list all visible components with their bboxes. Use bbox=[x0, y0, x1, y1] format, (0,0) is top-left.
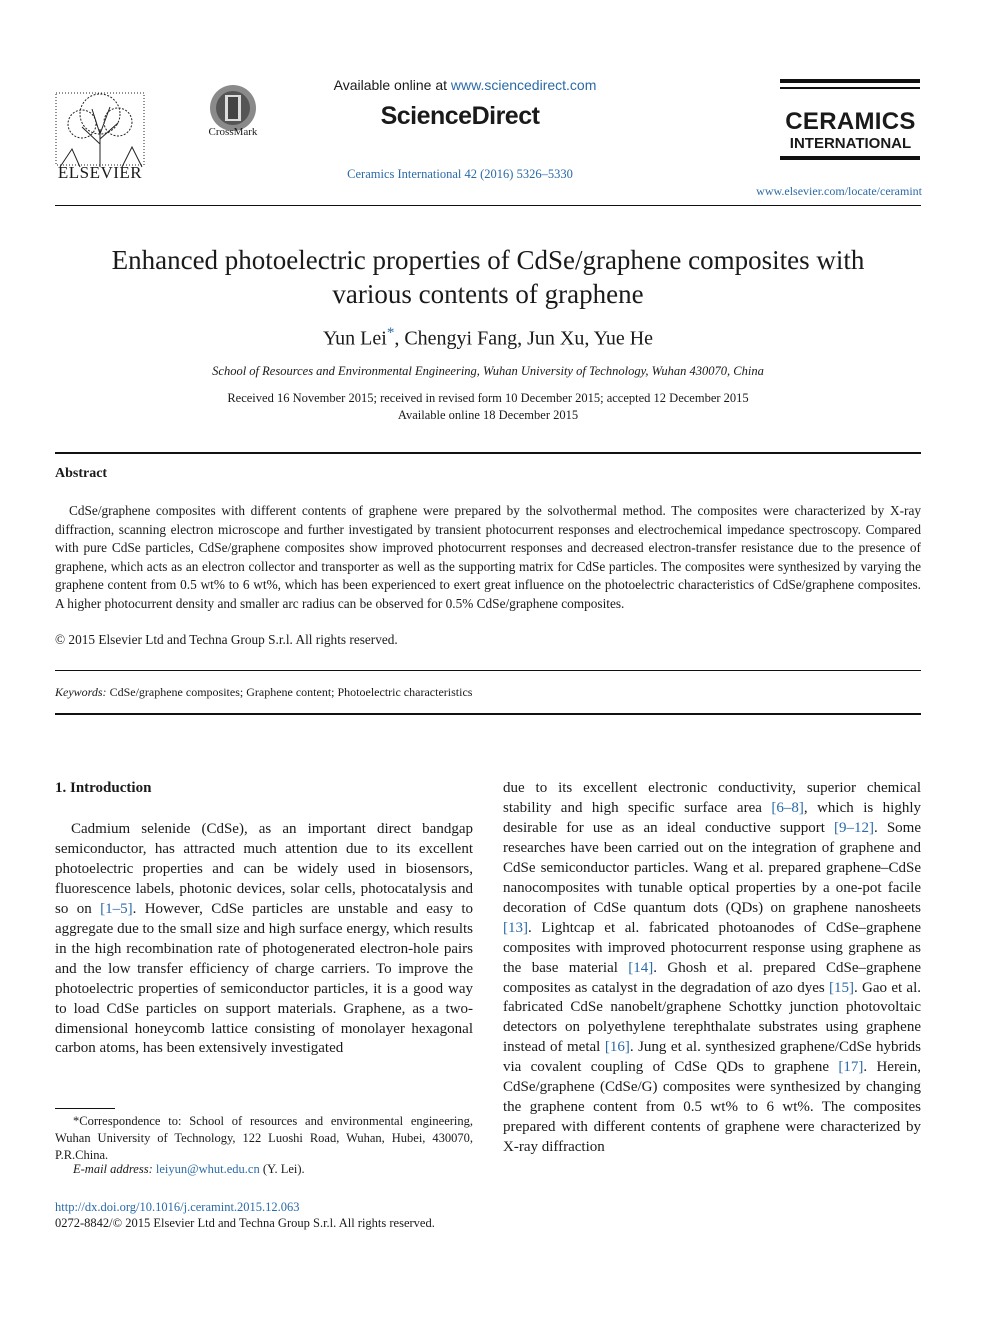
header-divider bbox=[55, 205, 921, 206]
email-link[interactable]: leiyun@whut.edu.cn bbox=[155, 1162, 260, 1176]
intro-right-column: due to its excellent electronic conductivity, superior chemical stability and high specific surface area [6–8], which is highly desirable for use as an ideal conductive support [9–12]. Some researches have been carried out on the integration of graphene and CdSe semiconductor particles. Wang et al. prepared graphene–CdSe nanocomposites with tunable optical properties by a one-pot facile decoration of CdSe quantum dots (QDs) on graphene nanosheets [13]. Lightcap et al. fabricated photoanodes of CdSe–graphene composites with improved photocurrent response using graphene as the base material [14]. Ghosh et al. prepared CdSe–graphene composites as catalyst in the degradation of azo dyes [15]. Gao et al. fabricated CdSe nanobelt/graphene Schottky junction photovoltaic detectors on polyethylene terephthalate substrates using graphene instead of metal [16]. Jung et al. synthesized graphene/CdSe hybrids via covalent coupling of CdSe QDs to graphene [17]. Herein, CdSe/graphene (CdSe/G) composites were synthesized by changing the graphene content from 0.5 wt% to 6 wt%. The composites prepared with different contents of graphene were characterized by X-ray diffraction bbox=[503, 780, 922, 1156]
citation-link[interactable]: [13] bbox=[503, 919, 528, 936]
abstract-body: CdSe/graphene composites with different contents of graphene were prepared by the solvothermal method. The composites were characterized by X-ray diffraction, scanning electron microscope and further investigated by transient photocurrent responses and electrochemical impedance spectroscopy. Compared with pure CdSe particles, CdSe/graphene composites show improved photocurrent responses and decreased electron-transfer resistance due to the presence of graphene, which acts as an electron collector and transporter as well as the supporting matrix for CdSe particles. The composites were synthesized by varying the graphene content from 0.5 wt% to 6 wt%, which has been experienced to exert great influence on the photoelectric characteristics of CdSe/graphene composites. A higher photocurrent density and smaller arc radius can be observed for 0.5% CdSe/graphene composites. bbox=[55, 503, 921, 611]
affiliation: School of Resources and Environmental Engineering, Wuhan University of Technology, Wuhan 430070, China bbox=[212, 364, 764, 378]
sciencedirect-link[interactable]: www.sciencedirect.com bbox=[450, 77, 597, 93]
abstract-copyright: © 2015 Elsevier Ltd and Techna Group S.r.l. All rights reserved. bbox=[55, 632, 398, 647]
intro-left-column: Cadmium selenide (CdSe), as an important direct bandgap semiconductor, has attracted much attention due to its excellent photoelectric properties and can be widely used in biosensors, fluorescence labels, photonic devices, solar cells, photocatalysis and so on [1–5]. However, CdSe particles are unstable and easy to aggregate due to the small size and high surface energy, which results in the high recombination rate of photogenerated electron-hole pairs and the low transfer efficiency of charge carriers. To improve the photoelectric properties of semiconductor particles, it is a good way to load CdSe particles on support materials. Graphene, as a two-dimensional honeycomb lattice consisting of monolayer hexagonal carbon atoms, has been extensively investigated bbox=[55, 821, 473, 1057]
keywords-top-rule bbox=[55, 670, 921, 671]
citation-link[interactable]: [17] bbox=[838, 1059, 864, 1076]
citation-link[interactable]: [1–5] bbox=[100, 900, 133, 917]
available-online-line: Available online at www.sciencedirect.com bbox=[333, 77, 597, 93]
abstract-heading: Abstract bbox=[55, 466, 108, 481]
keywords-bottom-rule bbox=[55, 713, 921, 715]
journal-logo-title: CERAMICS bbox=[785, 108, 916, 135]
issn-copyright: 0272-8842/© 2015 Elsevier Ltd and Techna Group S.r.l. All rights reserved. bbox=[55, 1216, 435, 1230]
publisher-name: ELSEVIER bbox=[57, 163, 143, 182]
citation-link[interactable]: [6–8] bbox=[771, 799, 804, 816]
keywords-line: Keywords: CdSe/graphene composites; Graphene content; Photoelectric characteristics bbox=[55, 685, 473, 699]
journal-citation[interactable]: Ceramics International 42 (2016) 5326–5330 bbox=[347, 167, 573, 181]
author-list: Yun Lei*, Chengyi Fang, Jun Xu, Yue He bbox=[322, 325, 654, 350]
journal-logo-rule bbox=[780, 156, 920, 160]
title-line: Enhanced photoelectric properties of CdSe/graphene composites with bbox=[111, 245, 865, 275]
citation-link[interactable]: [16] bbox=[604, 1039, 630, 1056]
doi-link[interactable]: http://dx.doi.org/10.1016/j.ceramint.2015.12.063 bbox=[55, 1200, 300, 1214]
journal-logo-rule bbox=[780, 87, 920, 89]
article-title bbox=[55, 243, 921, 311]
citation-link[interactable]: [14] bbox=[628, 959, 654, 976]
journal-url-link[interactable]: www.elsevier.com/locate/ceramint bbox=[756, 184, 922, 198]
title-line: various contents of graphene bbox=[332, 279, 644, 309]
footnote-rule bbox=[55, 1108, 115, 1109]
received-dates: Received 16 November 2015; received in revised form 10 December 2015; accepted 12 December 2015 bbox=[227, 391, 749, 405]
journal-logo-subtitle: INTERNATIONAL bbox=[789, 135, 912, 152]
sciencedirect-brand: ScienceDirect bbox=[380, 102, 540, 130]
section-heading: 1. Introduction bbox=[55, 780, 152, 796]
abstract-top-rule bbox=[55, 452, 921, 454]
crossmark-label: CrossMark bbox=[208, 126, 258, 138]
available-online-date: Available online 18 December 2015 bbox=[397, 408, 579, 422]
keywords-label: Keywords: bbox=[55, 685, 107, 699]
history-dates bbox=[55, 390, 921, 424]
email-line: E-mail address: leiyun@whut.edu.cn (Y. Lei). bbox=[73, 1162, 305, 1176]
correspondence-footnote: *Correspondence to: School of resources and environmental engineering, Wuhan University of Technology, 122 Luoshi Road, Wuhan, Hubei, 430070, P.R.China. bbox=[55, 1114, 473, 1162]
corresponding-author-mark[interactable]: * bbox=[386, 325, 395, 341]
citation-link[interactable]: [15] bbox=[829, 979, 854, 996]
citation-link[interactable]: [9–12] bbox=[833, 819, 874, 836]
journal-logo-rule bbox=[780, 79, 920, 83]
